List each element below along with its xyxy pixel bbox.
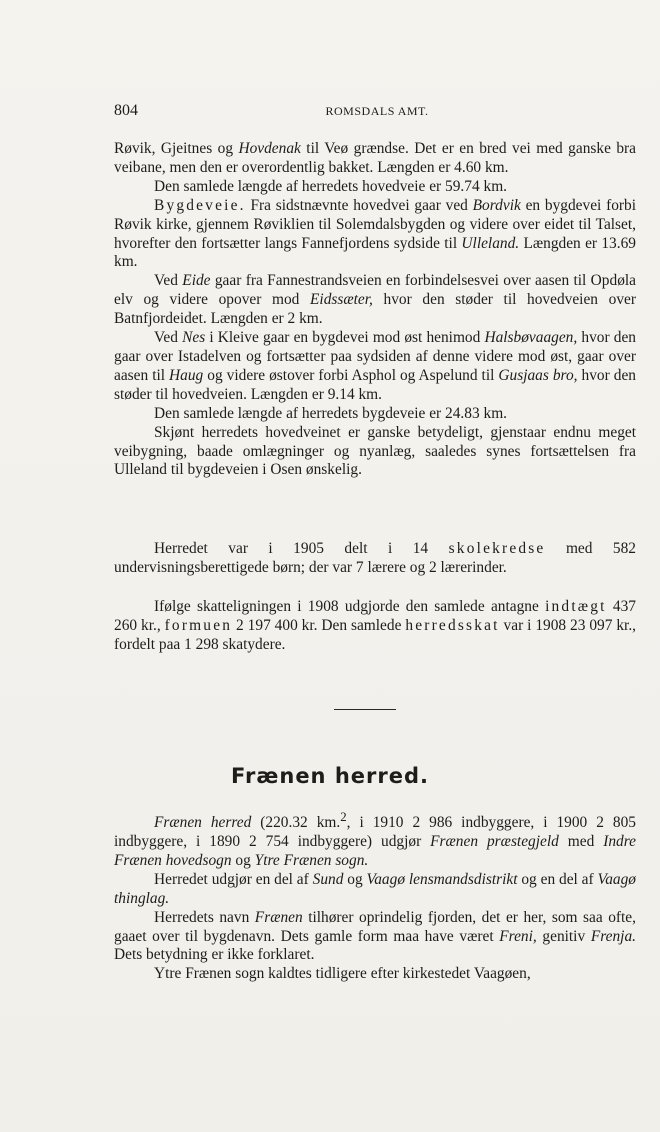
paragraph-nes-road: Ved Nes i Kleive gaar en bygdevei mod øst henimod Halsbøvaagen, hvor den gaar over Istadelven og fortsætter paa sydsiden af denne videre mod øst, gaar over aasen til Haug og videre østover forbi Asphol og Aspelund til Gusjaas bro, hvor den støder til hovedveien. Længden er 9.14 km. xyxy=(114,329,636,403)
paragraph-fraenen-intro: Frænen herred (220.32 km.$^2$, i 1910 2 986 indbyggere, i 1900 2 805 indbyggere, i 1890 2 754 indbyggere) udgjør Frænen præstegjeld med Indre Frænen hovedsogn og Ytre Frænen sogn. xyxy=(114,810,636,869)
running-head xyxy=(114,102,640,122)
paragraph-schools: Herredet var i 1905 delt i 14 skolekredse med 582 undervisningsberettigede børn; der var 7 lærere og 2 lærerinder. xyxy=(114,540,637,576)
tax-section xyxy=(114,598,636,655)
paragraph-main-roads-total: Den samlede længde af herredets hovedveie er 59.74 km. xyxy=(154,177,508,195)
paragraph-road-network: Skjønt herredets hovedveinet er ganske betydeligt, gjenstaar endnu meget veibygning, baade omlægninger og nyanlæg, saaledes synes fortsættelsen fra Ulleland til bygdeveien i Osen ønskelig. xyxy=(114,423,636,479)
paragraph-ytre-fraenen: Ytre Frænen sogn kaldtes tidligere efter kirkestedet Vaagøen, xyxy=(154,965,531,983)
paragraph-bygdeveie: Bygdeveie. Fra sidstnævnte hovedvei gaar ved Bordvik en bygdevei forbi Røvik kirke, gjennem Røviklien til Solemdalsbygden og videre over eidet til Talset, hvorefter den fortsætter langs Fannefjordens sydside til Ulleland. Længden er 13.69 km. xyxy=(114,196,637,271)
fraenen-section xyxy=(114,808,636,984)
schools-section xyxy=(114,540,636,578)
roads-section xyxy=(114,140,636,480)
paragraph-fraenen-district: Herredet udgjør en del af Sund og Vaagø lensmandsdistrikt og en del af Vaagø thinglag. xyxy=(114,870,636,907)
section-title: Frænen herred. xyxy=(231,764,429,788)
running-title: ROMSDALS AMT. xyxy=(325,104,429,118)
paragraph-hovdenak-road: Røvik, Gjeitnes og Hovdenak til Veø grændse. Det er en bred vei med ganske bra veibane, men den er overordentlig bakket. Længden er 4.60 km. xyxy=(114,140,636,176)
paragraph-bygdeveie-total: Den samlede længde af herredets bygdeveie er 24.83 km. xyxy=(154,404,508,422)
page-number: 804 xyxy=(114,102,138,119)
paragraph-taxes: Ifølge skatteligningen i 1908 udgjorde den samlede antagne indtægt 437 260 kr., formuen 2 197 400 kr. Den samlede herredsskat var i 1908 23 097 kr., fordelt paa 1 298 skatydere. xyxy=(114,598,637,653)
paragraph-eide-road: Ved Eide gaar fra Fannestrandsveien en forbindelsesvei over aasen til Opdøla elv og videre opover mod Eidssæter, hvor den støder til hovedveien over Batnfjordeidet. Længden er 2 km. xyxy=(114,272,636,328)
section-divider xyxy=(334,709,396,710)
paragraph-fraenen-name: Herredets navn Frænen tilhører oprindelig fjorden, det er her, som saa ofte, gaaet over til bygdenavn. Dets gamle form maa have været Freni, genitiv Frenja. Dets betydning er ikke forklaret. xyxy=(114,908,636,964)
